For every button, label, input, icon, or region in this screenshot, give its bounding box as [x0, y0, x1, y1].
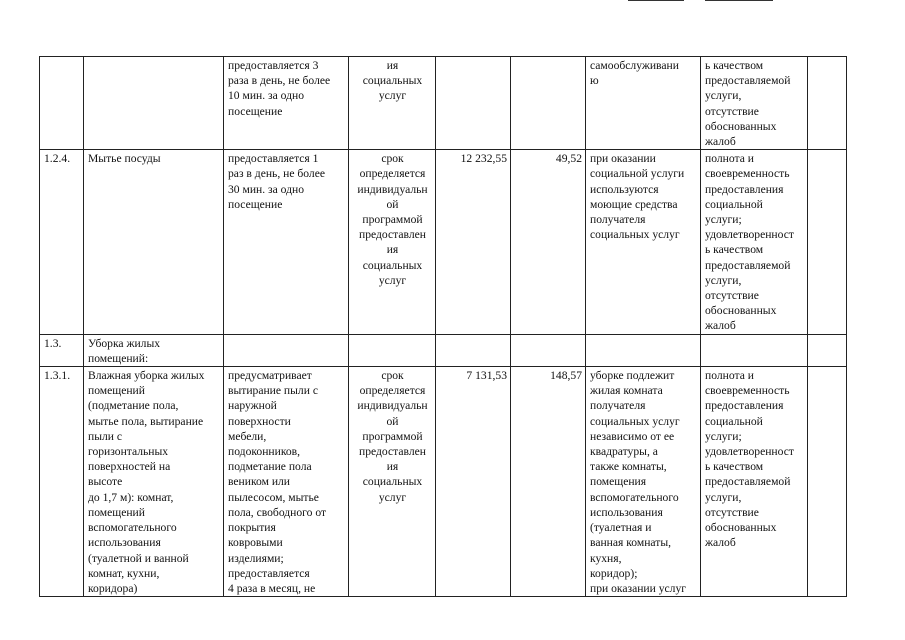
service-conditions: [586, 334, 701, 366]
service-description: предоставляется 3 раза в день, не более 10 мин. за одно посещение: [224, 57, 349, 150]
service-quality: ь качеством предоставляемой услуги, отсутствие обоснованных жалоб: [701, 57, 808, 150]
service-conditions: уборке подлежит жилая комната получателя социальных услуг независимо от ее квадратуры, а также комнаты, помещения вспомогательного использования (туалетная и ванная комнаты, кухня, коридор); при оказании услуг: [586, 367, 701, 597]
table-row: [40, 334, 847, 366]
service-description: предоставляется 1 раз в день, не более 30 мин. за одно посещение: [224, 150, 349, 334]
service-price: [511, 334, 586, 366]
top-rule-right: [705, 0, 773, 1]
service-conditions: самообслуживани ю: [586, 57, 701, 150]
table-row: [40, 150, 847, 334]
service-quality: полнота и своевременность предоставления социальной услуги; удовлетворенност ь качеством предоставляемой услуги, отсутствие обоснованных жалоб: [701, 367, 808, 597]
service-extra: [808, 367, 847, 597]
service-term: ия социальных услуг: [349, 57, 436, 150]
service-name: Влажная уборка жилых помещений (подметание пола, мытье пола, вытирание пыли с горизонтальных поверхностей на высоте до 1,7 м): комнат, помещений вспомогательного использования (туалетной и ванной комнат, кухни, коридора): [84, 367, 224, 597]
service-price: 49,52: [511, 150, 586, 334]
service-name: Уборка жилых помещений:: [84, 334, 224, 366]
services-table: [39, 56, 847, 597]
service-description: [224, 334, 349, 366]
service-quality: [701, 334, 808, 366]
service-description: предусматривает вытирание пыли с наружной поверхности мебели, подоконников, подметание пола веником или пылесосом, мытье пола, свободного от покрытия ковровыми изделиями; предоставляется 4 раза в месяц, не: [224, 367, 349, 597]
service-name: Мытье посуды: [84, 150, 224, 334]
service-tariff: [436, 57, 511, 150]
service-conditions: при оказании социальной услуги используются моющие средства получателя социальных услуг: [586, 150, 701, 334]
service-extra: [808, 334, 847, 366]
service-quality: полнота и своевременность предоставления социальной услуги; удовлетворенност ь качеством предоставляемой услуги, отсутствие обоснованных жалоб: [701, 150, 808, 334]
row-number: 1.2.4.: [40, 150, 84, 334]
table-row: [40, 367, 847, 597]
row-number: 1.3.: [40, 334, 84, 366]
service-term: срок определяется индивидуальн ой программой предоставлен ия социальных услуг: [349, 367, 436, 597]
service-tariff: [436, 334, 511, 366]
service-extra: [808, 57, 847, 150]
row-number: 1.3.1.: [40, 367, 84, 597]
service-price: [511, 57, 586, 150]
row-number: [40, 57, 84, 150]
table-row: [40, 57, 847, 150]
service-tariff: 12 232,55: [436, 150, 511, 334]
service-tariff: 7 131,53: [436, 367, 511, 597]
service-price: 148,57: [511, 367, 586, 597]
service-name: [84, 57, 224, 150]
top-rule-left: [628, 0, 684, 1]
service-extra: [808, 150, 847, 334]
service-term: срок определяется индивидуальн ой программой предоставлен ия социальных услуг: [349, 150, 436, 334]
service-term: [349, 334, 436, 366]
